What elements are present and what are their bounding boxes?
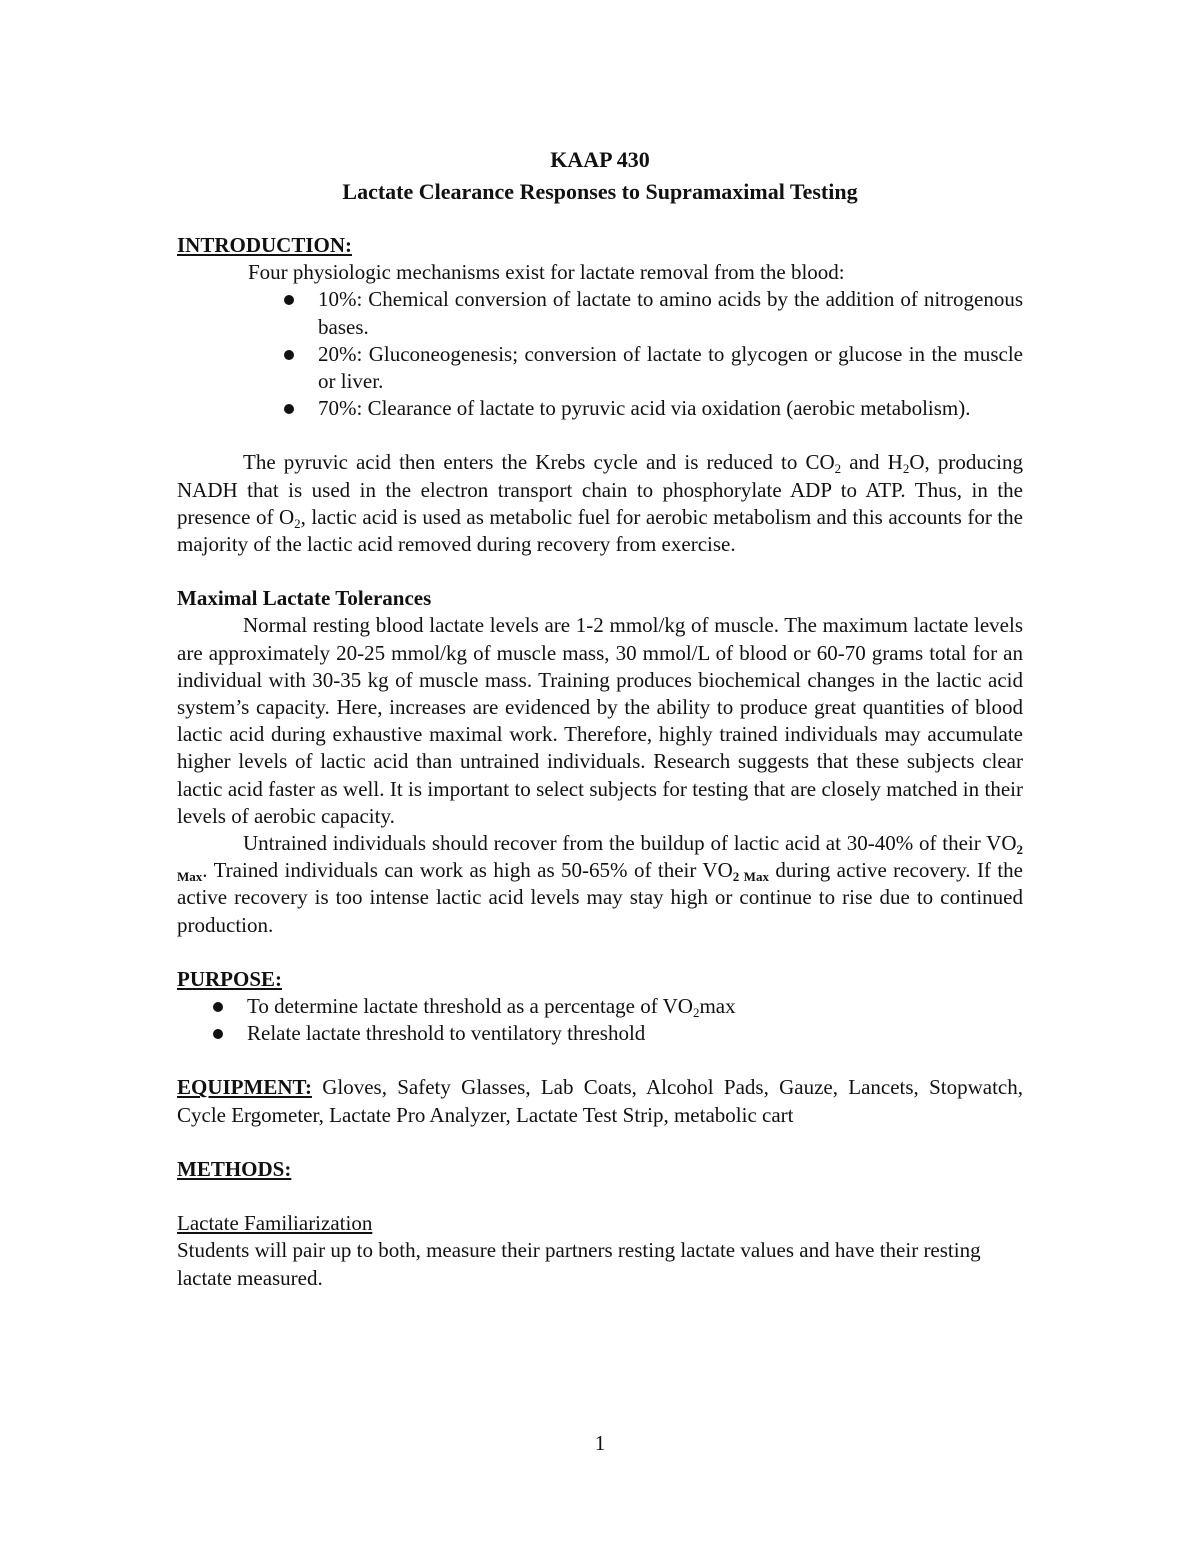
introduction-heading: INTRODUCTION: (177, 233, 353, 257)
list-item: To determine lactate threshold as a percentage of $VO_2\max$ (177, 993, 1023, 1020)
purpose-list (177, 993, 1023, 1047)
document-page (177, 144, 1023, 1292)
lactate-removal-list (177, 286, 1023, 422)
list-item: 10%: Chemical conversion of lactate to amino acids by the addition of nitrogenous bases. (248, 286, 1023, 340)
course-title: KAAP 430 (550, 147, 650, 172)
list-item: Relate lactate threshold to ventilatory threshold (177, 1020, 1023, 1047)
equipment-heading: EQUIPMENT: (177, 1075, 312, 1100)
document-title: Lactate Clearance Responses to Supramaximal Testing (342, 179, 858, 204)
list-item: 70%: Clearance of lactate to pyruvic acid via oxidation (aerobic metabolism). (248, 395, 1023, 422)
bullet-icon (284, 295, 294, 305)
equipment-paragraph: EQUIPMENT: Gloves, Safety Glasses, Lab Coats, Alcohol Pads, Gauze, Lancets, Stopwatch, Cycle Ergometer, Lactate Pro Analyzer, Lactate Test Strip, metabolic cart (177, 1075, 1023, 1127)
methods-heading: METHODS: (177, 1156, 292, 1181)
lactate-familiarization-heading: Lactate Familiarization (177, 1211, 373, 1236)
lactate-familiarization-text: Students will pair up to both, measure their partners resting lactate values and have their resting lactate measured. (177, 1238, 981, 1290)
maximal-lactate-heading: Maximal Lactate Tolerances (177, 586, 432, 611)
bullet-icon (213, 1002, 223, 1012)
purpose-heading: PURPOSE: (177, 966, 282, 991)
bullet-icon (284, 404, 294, 414)
list-item: 20%: Gluconeogenesis; conversion of lactate to glycogen or glucose in the muscle or liver. (248, 341, 1023, 395)
page-number: 1 (594, 1431, 606, 1455)
introduction-lead: Four physiologic mechanisms exist for lactate removal from the blood: (248, 260, 845, 285)
bullet-icon (284, 350, 294, 360)
recovery-paragraph: Untrained individuals should recover from the buildup of lactic acid at 30-40% of their $VO_{2 Max}$. Trained individuals can work as high as 50-65% of their $VO_{2 Max}$ during active recovery. If the active recovery is too intense lactic acid levels may stay high or continue to rise due to continued production. (177, 831, 1024, 937)
pyruvic-acid-paragraph: The pyruvic acid then enters the Krebs cycle and is reduced to $CO_2$ and $H_2O$, producing NADH that is used in the electron transport chain to phosphorylate ADP to ATP. Thus, in the presence of $O_2$, lactic acid is used as metabolic fuel for aerobic metabolism and this accounts for the majority of the lactic acid removed during recovery from exercise. (177, 450, 1024, 557)
bullet-icon (213, 1029, 223, 1039)
maximal-lactate-paragraph: Normal resting blood lactate levels are 1-2 mmol/kg of muscle. The maximum lactate levels are approximately 20-25 mmol/kg of muscle mass, 30 mmol/L of blood or 60-70 grams total for an individual with 30-35 kg of muscle mass. Training produces biochemical changes in the lactic acid system’s capacity. Here, increases are evidenced by the ability to produce great quantities of blood lactic acid during exhaustive maximal work. Therefore, highly trained individuals may accumulate higher levels of lactic acid than untrained individuals. Research suggests that these subjects clear lactic acid faster as well. It is important to select subjects for testing that are closely matched in their levels of aerobic capacity. (177, 613, 1023, 828)
